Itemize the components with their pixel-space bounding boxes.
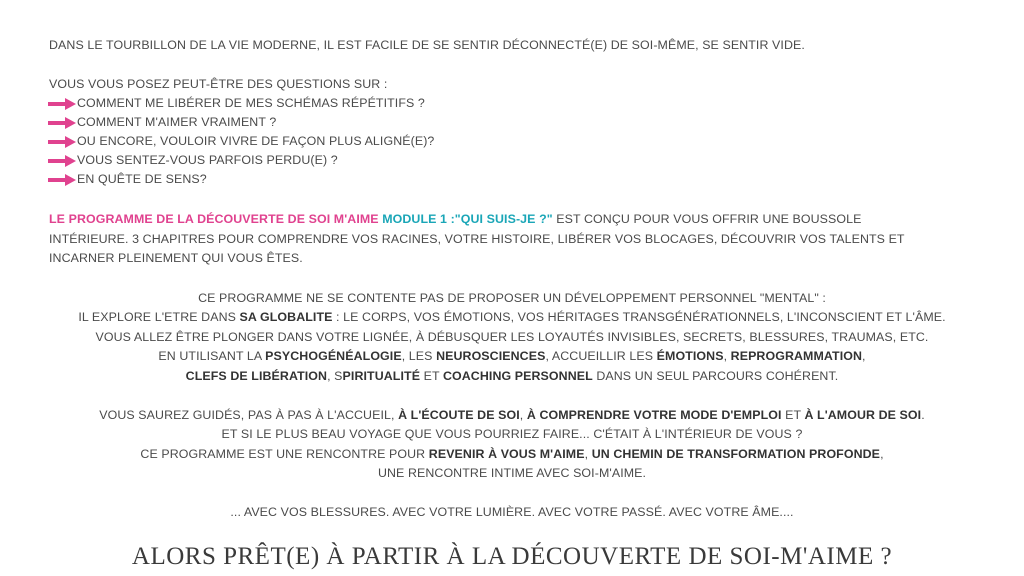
emphasis-text: COACHING PERSONNEL bbox=[442, 369, 593, 383]
emphasis-text: NEUROSCIENCES bbox=[436, 349, 546, 363]
list-item bbox=[49, 94, 425, 113]
intro-text: DANS LE TOURBILLON DE LA VIE MODERNE, IL EST FACILE DE SE SENTIR DÉCONNECTÉ(E) DE SOI-MÊME, SE SENTIR VIDE. bbox=[49, 38, 805, 52]
program-line-1-rest: EST CONÇU POUR VOUS OFFRIR UNE BOUSSOLE bbox=[556, 212, 862, 226]
text-span: . bbox=[921, 408, 925, 422]
guidance-line-4: UNE RENCONTRE INTIME AVEC SOI-M'AIME. bbox=[377, 466, 647, 480]
approach-line-3: VOUS ALLEZ ÊTRE PLONGER DANS VOTRE LIGNÉE, À DÉBUSQUER LES LOYAUTÉS INVISIBLES, SECRETS, BLESSURES, TRAUMAS, ETC. bbox=[95, 330, 929, 344]
approach-line-4 bbox=[0, 347, 1024, 366]
text-span: ET bbox=[420, 369, 443, 383]
program-line-1 bbox=[49, 210, 862, 229]
text-span: : LE CORPS, VOS ÉMOTIONS, VOS HÉRITAGES TRANSGÉNÉRATIONNELS, L'INCONSCIENT ET L'ÂME. bbox=[332, 310, 946, 324]
final-heading: ALORS PRÊT(E) À PARTIR À LA DÉCOUVERTE DE SOI-M'AIME ? bbox=[131, 543, 893, 570]
arrow-right-icon bbox=[47, 97, 77, 111]
list-item bbox=[49, 151, 338, 170]
program-line-3: INCARNER PLEINEMENT QUI VOUS ÊTES. bbox=[49, 251, 303, 265]
text-span: CE PROGRAMME EST UNE RENCONTRE POUR bbox=[140, 447, 429, 461]
question-text: VOUS SENTEZ-VOUS PARFOIS PERDU(E) ? bbox=[77, 153, 338, 167]
module-label: MODULE 1 :"QUI SUIS-JE ?" bbox=[382, 212, 553, 226]
emphasis-text: REPROGRAMMATION bbox=[730, 349, 863, 363]
text-span: , LES bbox=[401, 349, 437, 363]
question-text: COMMENT ME LIBÉRER DE MES SCHÉMAS RÉPÉTITIFS ? bbox=[77, 96, 425, 110]
question-text: OU ENCORE, VOULOIR VIVRE DE FAÇON PLUS ALIGNÉ(E)? bbox=[77, 134, 435, 148]
text-span: VOUS SAUREZ GUIDÉS, PAS À PAS À L'ACCUEIL, bbox=[99, 408, 399, 422]
text-span: IL EXPLORE L'ETRE DANS bbox=[78, 310, 240, 324]
approach-line-5 bbox=[0, 367, 1024, 386]
emphasis-text: PSYCHOGÉNÉALOGIE bbox=[265, 349, 402, 363]
text-span: , bbox=[584, 447, 592, 461]
emphasis-text: UN CHEMIN DE TRANSFORMATION PROFONDE bbox=[591, 447, 881, 461]
text-span: EN UTILISANT LA bbox=[158, 349, 266, 363]
text-span: DANS UN SEUL PARCOURS COHÉRENT. bbox=[592, 369, 839, 383]
question-text: COMMENT M'AIMER VRAIMENT ? bbox=[77, 115, 277, 129]
list-item bbox=[49, 170, 207, 189]
text-span: , ACCUEILLIR LES bbox=[545, 349, 657, 363]
guidance-line-2: ET SI LE PLUS BEAU VOYAGE QUE VOUS POURRIEZ FAIRE... C'ÉTAIT À L'INTÉRIEUR DE VOUS ? bbox=[221, 427, 803, 441]
text-span: , bbox=[519, 408, 527, 422]
guidance-line-3 bbox=[0, 445, 1024, 464]
emphasis-text: PIRITUALITÉ bbox=[342, 369, 421, 383]
emphasis-text: SA GLOBALITE bbox=[239, 310, 333, 324]
emphasis-text: À L'ÉCOUTE DE SOI bbox=[398, 408, 520, 422]
approach-line-1: CE PROGRAMME NE SE CONTENTE PAS DE PROPOSER UN DÉVELOPPEMENT PERSONNEL "MENTAL" : bbox=[198, 291, 826, 305]
arrow-right-icon bbox=[47, 154, 77, 168]
arrow-right-icon bbox=[47, 116, 77, 130]
closing-text: ... AVEC VOS BLESSURES. AVEC VOTRE LUMIÈRE. AVEC VOTRE PASSÉ. AVEC VOTRE ÂME.... bbox=[230, 505, 794, 519]
list-item bbox=[49, 113, 276, 132]
text-span: ET bbox=[781, 408, 805, 422]
text-span: , S bbox=[327, 369, 343, 383]
program-line-2: INTÉRIEURE. 3 CHAPITRES POUR COMPRENDRE VOS RACINES, VOTRE HISTOIRE, LIBÉRER VOS BLOCAGES, DÉCOUVRIR VOS TALENTS ET bbox=[49, 232, 905, 246]
list-item bbox=[49, 132, 434, 151]
emphasis-text: ÉMOTIONS bbox=[656, 349, 724, 363]
question-text: EN QUÊTE DE SENS? bbox=[77, 172, 207, 186]
emphasis-text: CLEFS DE LIBÉRATION bbox=[185, 369, 328, 383]
emphasis-text: À L'AMOUR DE SOI bbox=[804, 408, 922, 422]
text-span: , bbox=[862, 349, 866, 363]
questions-intro: VOUS VOUS POSEZ PEUT-ÊTRE DES QUESTIONS SUR : bbox=[49, 77, 388, 91]
text-span: , bbox=[723, 349, 731, 363]
approach-line-2 bbox=[0, 308, 1024, 327]
arrow-right-icon bbox=[47, 135, 77, 149]
text-span: , bbox=[880, 447, 884, 461]
emphasis-text: REVENIR À VOUS M'AIME bbox=[428, 447, 585, 461]
arrow-right-icon bbox=[47, 173, 77, 187]
program-name: LE PROGRAMME DE LA DÉCOUVERTE DE SOI M'AIME bbox=[49, 212, 379, 226]
guidance-line-1 bbox=[0, 406, 1024, 425]
emphasis-text: À COMPRENDRE VOTRE MODE D'EMPLOI bbox=[526, 408, 782, 422]
